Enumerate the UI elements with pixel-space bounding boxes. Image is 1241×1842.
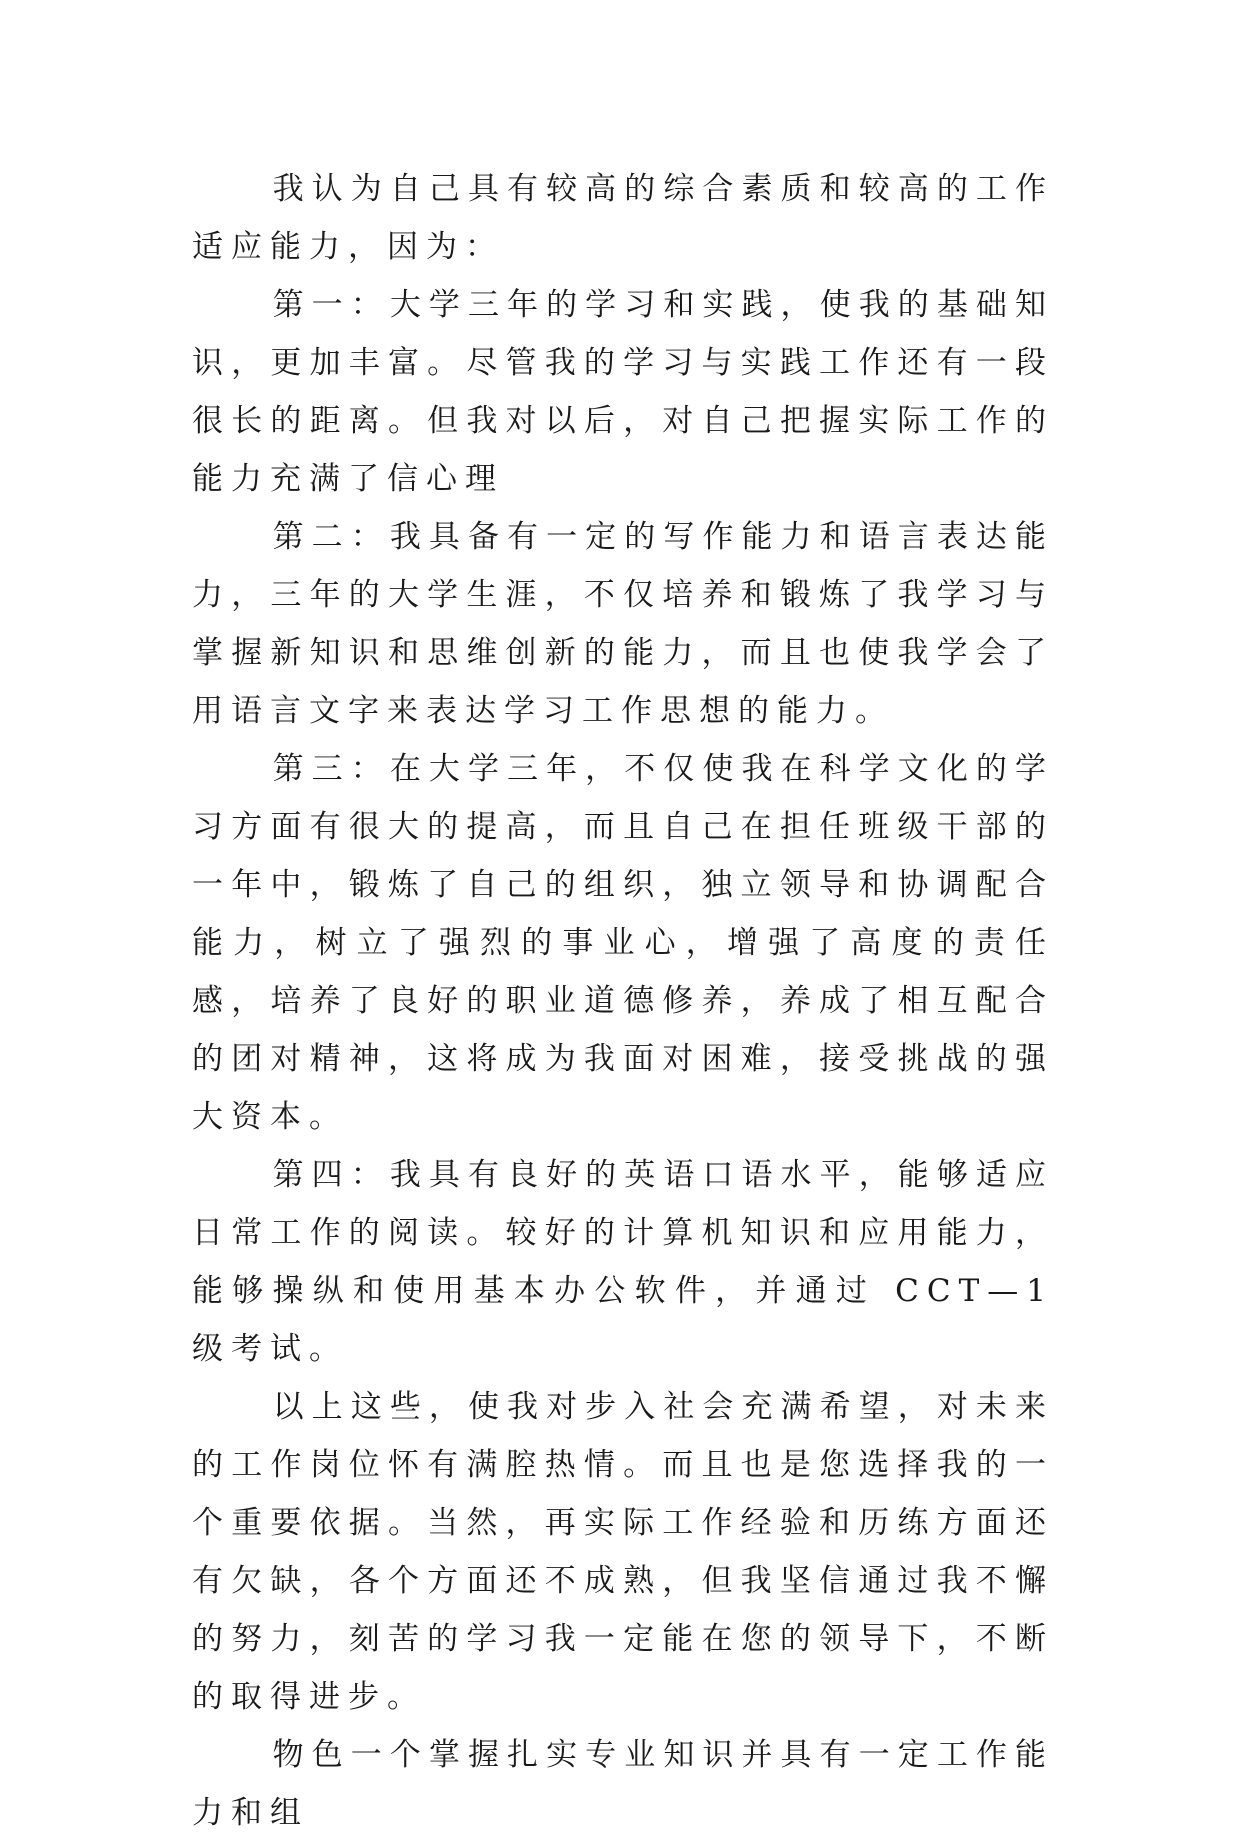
document-body: [192, 160, 1054, 1842]
paragraph-closing: 物色一个掌握扎实专业知识并具有一定工作能力和组: [192, 1737, 1054, 1831]
paragraph-point-two: 第二：我具备有一定的写作能力和语言表达能力，三年的大学生涯，不仅培养和锻炼了我学习与掌握新知识和思维创新的能力，而且也使我学会了用语言文字来表达学习工作思想的能力。: [192, 519, 1054, 729]
paragraph-point-four: 第四：我具有良好的英语口语水平，能够适应日常工作的阅读。较好的计算机知识和应用能力，能够操纵和使用基本办公软件，并通过 CCT—1 级考试。: [192, 1157, 1054, 1367]
paragraph-point-three: 第三：在大学三年，不仅使我在科学文化的学习方面有很大的提高，而且自己在担任班级干部的一年中，锻炼了自己的组织，独立领导和协调配合能力，树立了强烈的事业心，增强了高度的责任感，培养了良好的职业道德修养，养成了相互配合的团对精神，这将成为我面对困难，接受挑战的强大资本。: [192, 751, 1054, 1135]
paragraph-point-one: 第一：大学三年的学习和实践，使我的基础知识，更加丰富。尽管我的学习与实践工作还有一段很长的距离。但我对以后，对自己把握实际工作的能力充满了信心理: [192, 287, 1054, 497]
paragraph-summary: 以上这些，使我对步入社会充满希望，对未来的工作岗位怀有满腔热情。而且也是您选择我的一个重要依据。当然，再实际工作经验和历练方面还有欠缺，各个方面还不成熟，但我坚信通过我不懈的努力，刻苦的学习我一定能在您的领导下，不断的取得进步。: [192, 1389, 1054, 1715]
paragraph-intro: 我认为自己具有较高的综合素质和较高的工作适应能力，因为：: [192, 171, 1054, 265]
